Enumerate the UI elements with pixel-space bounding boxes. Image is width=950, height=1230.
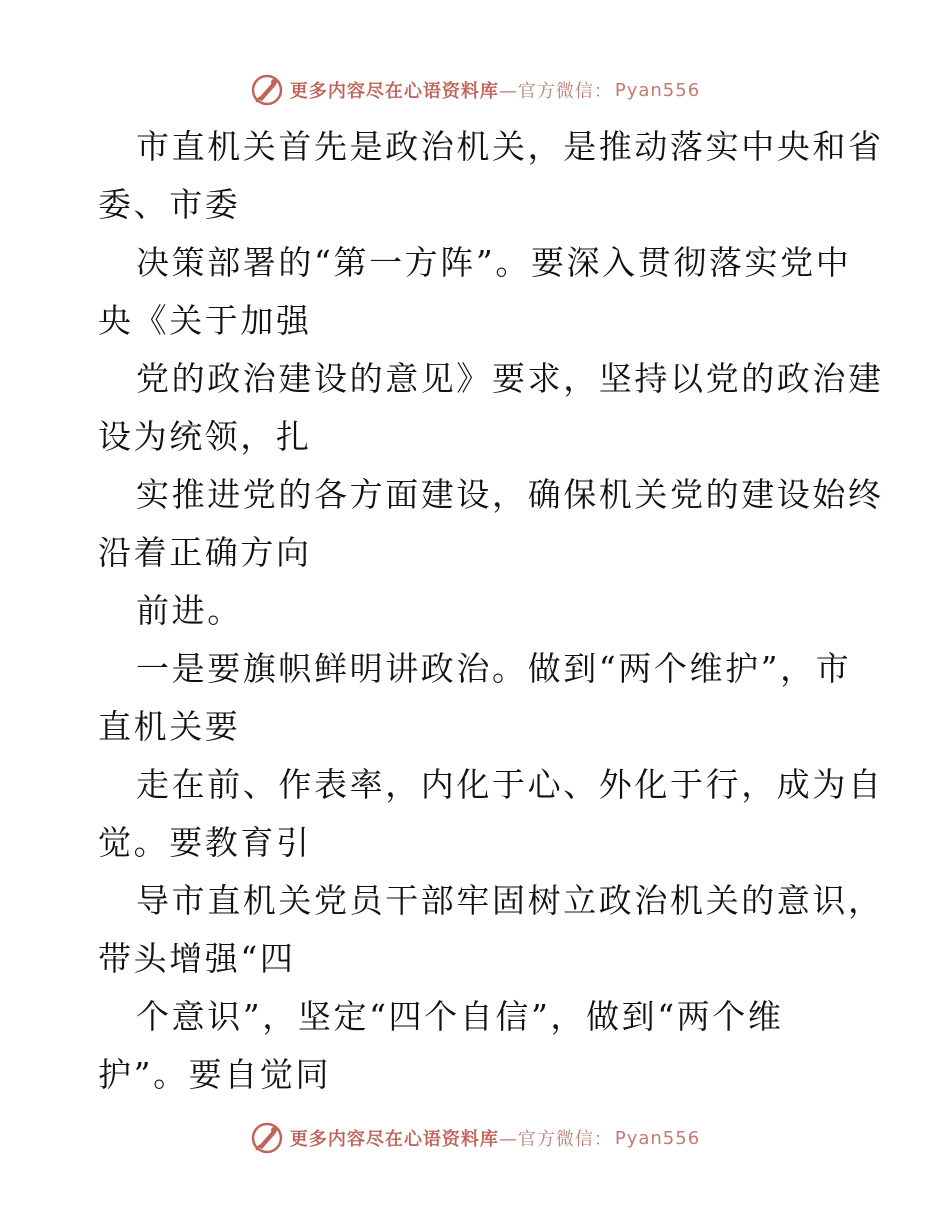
banner-wechat-id: Pyan556 xyxy=(614,79,701,101)
body-line: 带头增强“四 xyxy=(98,939,296,978)
body-line: 走在前、作表率，内化于心、外化于行，成为自 xyxy=(136,765,884,804)
body-line: 个意识”，坚定“四个自信”，做到“两个维 xyxy=(136,997,784,1036)
body-line: 设为统领，扎 xyxy=(98,417,312,456)
body-line: 市直机关首先是政治机关，是推动落实中央和省 xyxy=(136,127,884,166)
body-line: 导市直机关党员干部牢固树立政治机关的意识， xyxy=(136,881,884,920)
body-line: 直机关要 xyxy=(98,707,241,746)
banner-subtitle: —官方微信： xyxy=(498,81,613,102)
quill-pen-logo-icon xyxy=(250,1121,284,1155)
quill-pen-logo-icon xyxy=(250,73,284,107)
banner-title: 更多内容尽在心语资料库 xyxy=(289,81,499,102)
body-line: 委、市委 xyxy=(98,185,241,224)
banner-title: 更多内容尽在心语资料库 xyxy=(289,1129,499,1150)
body-line: 央《关于加强 xyxy=(98,301,312,340)
document-body xyxy=(98,118,884,1104)
footer-banner xyxy=(0,1118,950,1158)
banner-wechat-id: Pyan556 xyxy=(614,1127,701,1149)
banner-subtitle: —官方微信： xyxy=(498,1129,613,1150)
body-line: 觉。要教育引 xyxy=(98,823,312,862)
body-line: 党的政治建设的意见》要求，坚持以党的政治建 xyxy=(136,359,884,398)
body-line: 护”。要自觉同 xyxy=(98,1055,332,1094)
header-banner xyxy=(0,70,950,110)
body-line: 沿着正确方向 xyxy=(98,533,312,572)
body-line: 前进。 xyxy=(136,591,243,630)
body-line: 决策部署的“第一方阵”。要深入贯彻落实党中 xyxy=(136,243,852,282)
body-line: 实推进党的各方面建设，确保机关党的建设始终 xyxy=(136,475,884,514)
body-line: 一是要旗帜鲜明讲政治。做到“两个维护”，市 xyxy=(136,649,852,688)
